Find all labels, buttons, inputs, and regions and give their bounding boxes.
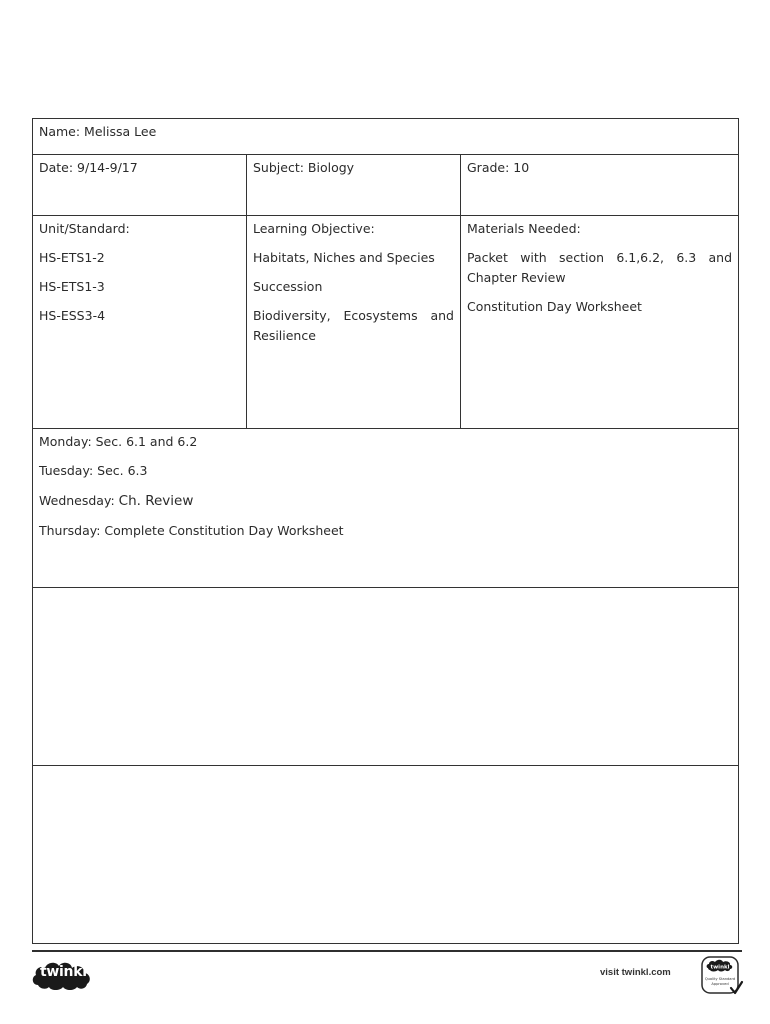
- twinkl-logo: [30, 957, 94, 993]
- info-row: [33, 155, 739, 216]
- subject-cell: [247, 155, 461, 216]
- visit-link[interactable]: visit twinkl.com: [600, 967, 671, 978]
- lesson-plan-table: [32, 118, 739, 944]
- date-label: Date: 9/14-9/17: [39, 160, 138, 175]
- tuesday-entry: Tuesday: Sec. 6.3: [39, 463, 148, 478]
- badge-subtitle-2: Approved: [711, 982, 729, 986]
- material-item: Packet with section 6.1,6.2, 6.3 and Chapter Review: [467, 250, 733, 285]
- teacher-name: Name: Melissa Lee: [39, 124, 157, 139]
- wednesday-prefix: Wednesday:: [39, 493, 119, 508]
- badge-subtitle-1: Quality Standard: [704, 977, 736, 981]
- blank-cell: [33, 588, 739, 766]
- quality-badge-icon: [700, 955, 744, 997]
- objective-item: Habitats, Niches and Species: [253, 250, 435, 265]
- materials-cell: [461, 216, 739, 429]
- blank-cell: [33, 766, 739, 944]
- learning-objective-cell: [247, 216, 461, 429]
- material-item: Constitution Day Worksheet: [467, 299, 642, 314]
- standard-item: HS-ESS3-4: [39, 308, 106, 323]
- objective-item: Succession: [253, 279, 323, 294]
- schedule-cell: [33, 429, 739, 588]
- footer-divider: [32, 950, 742, 952]
- blank-row: [33, 588, 739, 766]
- subject-label: Subject: Biology: [253, 160, 355, 175]
- grade-label: Grade: 10: [467, 160, 530, 175]
- blank-row: [33, 766, 739, 944]
- learning-objective-heading: Learning Objective:: [253, 221, 375, 236]
- materials-heading: Materials Needed:: [467, 221, 581, 236]
- badge-title: twinkl: [710, 964, 730, 971]
- thursday-entry: Thursday: Complete Constitution Day Worksheet: [39, 523, 344, 538]
- name-cell: [33, 119, 739, 155]
- quality-badge: [700, 955, 744, 997]
- unit-standard-heading: Unit/Standard:: [39, 221, 130, 236]
- date-cell: [33, 155, 247, 216]
- standard-item: HS-ETS1-3: [39, 279, 105, 294]
- standard-item: HS-ETS1-2: [39, 250, 105, 265]
- monday-entry: Monday: Sec. 6.1 and 6.2: [39, 434, 198, 449]
- grade-cell: [461, 155, 739, 216]
- unit-standard-cell: [33, 216, 247, 429]
- schedule-row: [33, 429, 739, 588]
- wednesday-text: Ch. Review: [118, 493, 194, 509]
- planning-row: [33, 216, 739, 429]
- wednesday-entry: [39, 491, 732, 511]
- name-row: [33, 119, 739, 155]
- objective-item: Biodiversity, Ecosystems and Resilience: [253, 308, 454, 343]
- logo-text: twinkl: [40, 964, 87, 980]
